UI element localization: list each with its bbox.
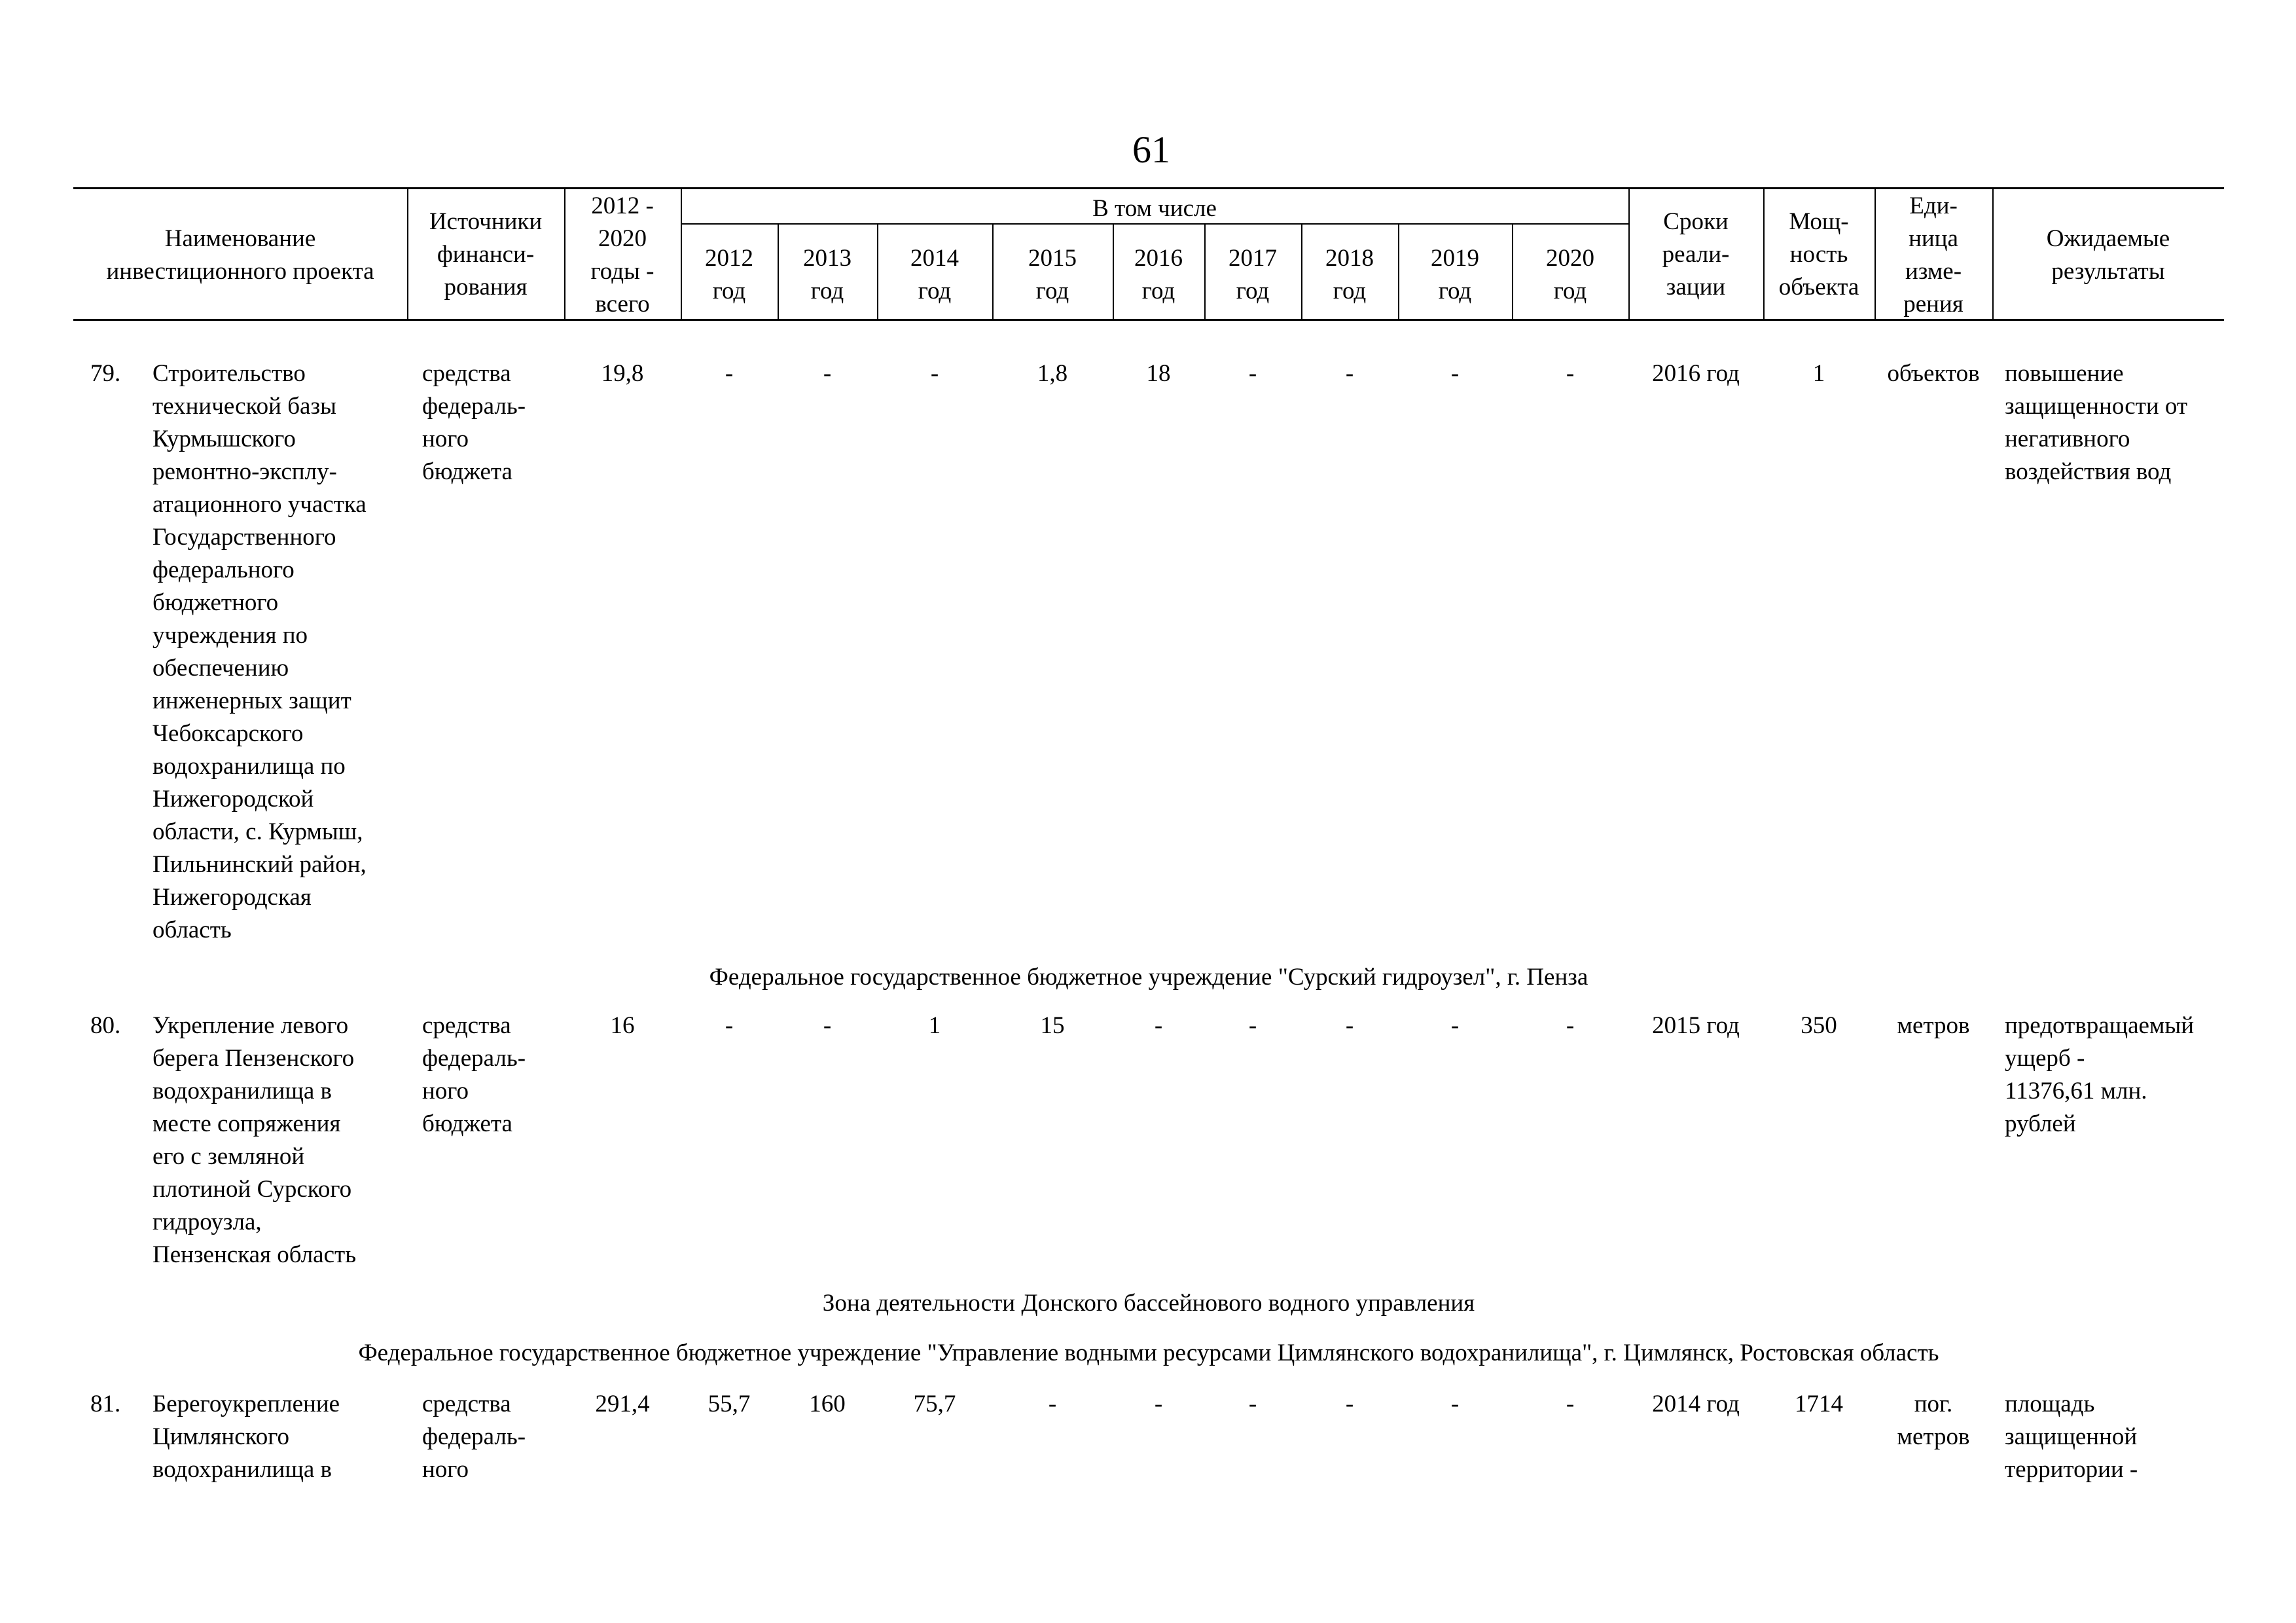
year-value: -: [1248, 360, 1257, 387]
project-name: Строительство технической базы Курмышского ремонтно-эксплу- атационного участка Государственного федерального бюджетного учреждения по обеспечению инженерных защит Чебоксарского водохранилища по Нижегородской области, с. Курмыш, Пильнинский район, Нижегородская область: [152, 360, 367, 943]
year-value: -: [1154, 1391, 1163, 1417]
row-number: 81.: [90, 1391, 121, 1417]
year-value: 1: [928, 1012, 941, 1039]
unit-value: метров: [1897, 1012, 1970, 1039]
header-terms: Сроки реали- зации: [1662, 208, 1730, 301]
year-value: -: [1345, 1012, 1354, 1039]
header-year-2015: 2015 год: [1028, 245, 1077, 304]
row-number: 80.: [90, 1012, 121, 1039]
term-value: 2016 год: [1652, 360, 1740, 387]
header-year-2013: 2013 год: [803, 245, 852, 304]
year-value: -: [1450, 360, 1460, 387]
year-value: -: [1345, 360, 1354, 387]
term-value: 2014 год: [1652, 1391, 1740, 1417]
year-value: -: [1248, 1012, 1257, 1039]
year-value: 18: [1146, 360, 1171, 387]
header-source: Источники финанси- рования: [429, 208, 543, 301]
year-value: 75,7: [913, 1391, 956, 1417]
funding-source: средства федераль- ного бюджета: [422, 360, 526, 485]
header-year-2012: 2012 год: [705, 245, 753, 304]
unit-value: пог. метров: [1897, 1391, 1970, 1450]
total-value: 19,8: [601, 360, 644, 387]
header-name: Наименование инвестиционного проекта: [106, 225, 374, 285]
header-year-2020: 2020 год: [1546, 245, 1594, 304]
page-number: 61: [1132, 128, 1170, 171]
year-value: 15: [1040, 1012, 1065, 1039]
year-value: -: [1345, 1391, 1354, 1417]
term-value: 2015 год: [1652, 1012, 1740, 1039]
year-value: -: [823, 360, 832, 387]
header-year-2014: 2014 год: [910, 245, 959, 304]
header-year-2016: 2016 год: [1134, 245, 1183, 304]
header-capacity: Мощ- ность объекта: [1778, 208, 1859, 301]
year-value: -: [1450, 1391, 1460, 1417]
header-total: 2012 - 2020 годы - всего: [590, 192, 655, 318]
unit-value: объектов: [1887, 360, 1980, 387]
year-value: -: [1154, 1012, 1163, 1039]
year-value: 160: [809, 1391, 846, 1417]
capacity-value: 1: [1812, 360, 1825, 387]
header-group-label: В том числе: [1092, 195, 1217, 222]
year-value: -: [1450, 1012, 1460, 1039]
year-value: -: [930, 360, 939, 387]
year-value: -: [725, 360, 734, 387]
project-name: Укрепление левого берега Пензенского водохранилища в месте сопряжения его с земляной плотиной Сурского гидроузла, Пензенская область: [152, 1012, 357, 1268]
header-top-rule: [73, 187, 2224, 189]
funding-source: средства федераль- ного бюджета: [422, 1012, 526, 1137]
row-number: 79.: [90, 360, 121, 387]
section-heading-tsimlyansk: Федеральное государственное бюджетное учреждение "Управление водными ресурсами Цимлянского водохранилища", г. Цимлянск, Ростовская область: [358, 1340, 1939, 1366]
section-heading-don-zone: Зона деятельности Донского бассейнового водного управления: [822, 1290, 1475, 1317]
header-results: Ожидаемые результаты: [2046, 225, 2170, 285]
capacity-value: 350: [1801, 1012, 1837, 1039]
header-year-2019: 2019 год: [1431, 245, 1479, 304]
year-value: -: [823, 1012, 832, 1039]
year-value: -: [1566, 1391, 1575, 1417]
expected-result: предотвращаемый ущерб - 11376,61 млн. рублей: [2005, 1012, 2195, 1137]
header-year-2017: 2017 год: [1229, 245, 1277, 304]
total-value: 291,4: [595, 1391, 650, 1417]
project-name: Берегоукрепление Цимлянского водохранилища в: [152, 1391, 340, 1483]
funding-source: средства федераль- ного: [422, 1391, 526, 1483]
total-value: 16: [610, 1012, 635, 1039]
year-value: 1,8: [1037, 360, 1068, 387]
expected-result: площадь защищенной территории -: [2005, 1391, 2138, 1483]
capacity-value: 1714: [1795, 1391, 1843, 1417]
year-value: -: [1566, 360, 1575, 387]
header-unit: Еди- ница изме- рения: [1903, 192, 1964, 318]
year-value: 55,7: [708, 1391, 751, 1417]
year-value: -: [1566, 1012, 1575, 1039]
year-value: -: [1248, 1391, 1257, 1417]
header-year-2018: 2018 год: [1325, 245, 1374, 304]
year-value: -: [1048, 1391, 1057, 1417]
section-heading-sursky: Федеральное государственное бюджетное учреждение "Сурский гидроузел", г. Пенза: [709, 964, 1588, 991]
expected-result: повышение защищенности от негативного воздействия вод: [2005, 360, 2188, 485]
year-value: -: [725, 1012, 734, 1039]
